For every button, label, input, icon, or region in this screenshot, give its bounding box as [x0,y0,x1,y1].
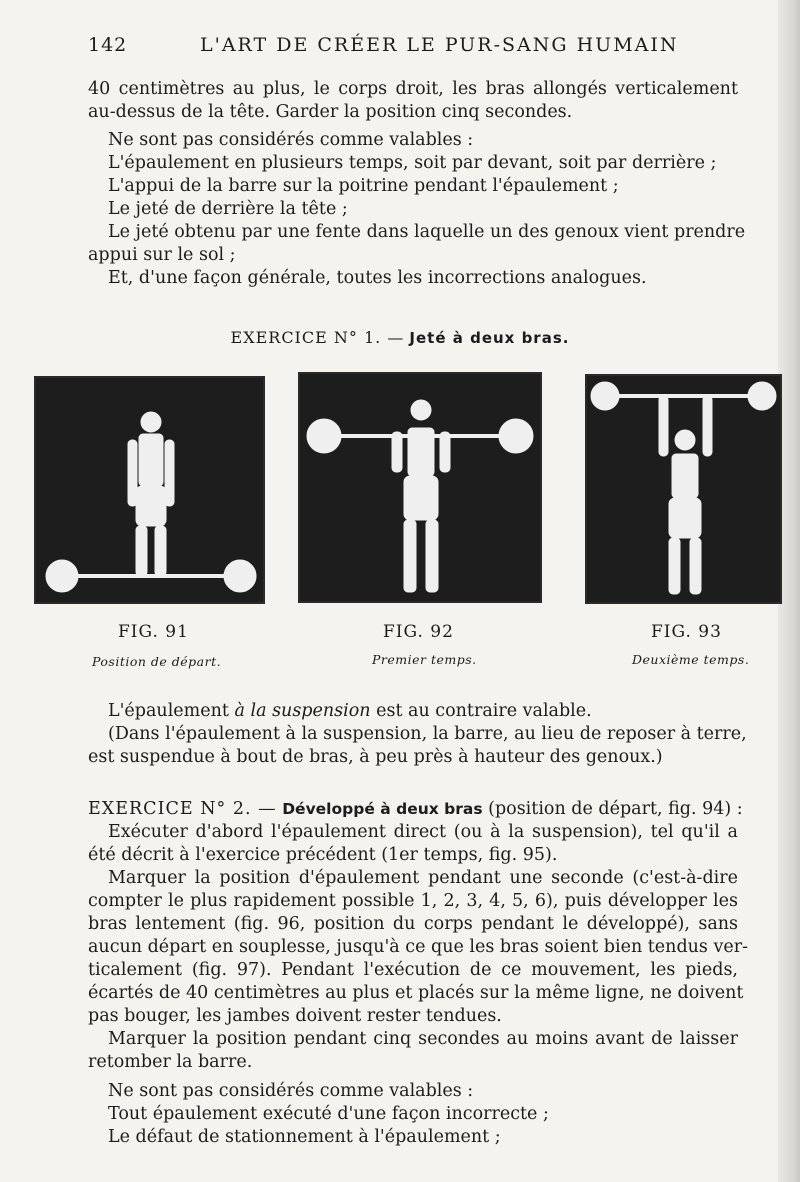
exercise-1-title [0,328,800,347]
running-title: L'ART DE CRÉER LE PUR-SANG HUMAIN [200,34,679,56]
text-line: 40 centimètres au plus, le corps droit, les bras allongés verticalement [88,79,738,99]
exercise-2-section [88,798,748,1074]
text-line: Marquer la position d'épaulement pendant une seconde (c'est-à-dire [108,868,738,888]
intro-paragraph [88,78,738,124]
page-number: 142 [88,34,128,56]
figure-93-label: FIG. 93 [651,622,722,642]
athlete-starting-position-illustration [36,378,263,602]
text-line: aucun départ en souplesse, jusqu'à ce que les bras soient bien tendus ver- [88,937,748,957]
figure-93-image [585,374,782,604]
text-line: est suspendue à bout de bras, à peu près à hauteur des genoux.) [88,747,663,767]
text-span: L'épaulement [108,701,229,721]
athlete-second-stage-illustration [587,376,780,602]
figure-92-caption: Premier temps. [372,652,477,667]
list-title: Ne sont pas considérés comme valables : [108,1081,474,1101]
text-line: retomber la barre. [88,1052,253,1072]
list-item: Le jeté de derrière la tête ; [108,199,348,219]
not-valid-list-1 [88,129,746,290]
figure-91-label: FIG. 91 [118,622,189,642]
list-item: L'épaulement en plusieurs temps, soit par devant, soit par derrière ; [108,153,717,173]
italic-phrase: à la suspension [234,701,371,721]
text-line [88,700,738,723]
text-line: écartés de 40 centimètres au plus et placés sur la même ligne, ne doivent [88,983,744,1003]
list-item: L'appui de la barre sur la poitrine pendant l'épaulement ; [108,176,619,196]
text-line: été décrit à l'exercice précédent (1er temps, fig. 95). [88,845,558,865]
not-valid-list-2 [88,1080,738,1149]
text-span: est au contraire valable. [376,701,592,721]
list-item: Tout épaulement exécuté d'une façon incorrecte ; [108,1104,549,1124]
text-line: (Dans l'épaulement à la suspension, la barre, au lieu de reposer à terre, [108,724,747,744]
exercise-2-label: EXERCICE N° 2. — [88,799,277,819]
text-line: au-dessus de la tête. Garder la position cinq secondes. [88,102,573,122]
exercise-2-heading [88,798,743,821]
figure-91-caption: Position de départ. [92,654,222,669]
figure-91-image [34,376,265,604]
figure-93-caption: Deuxième temps. [632,652,750,667]
list-title: Ne sont pas considérés comme valables : [108,130,474,150]
text-line: Marquer la position pendant cinq secondes au moins avant de laisser [108,1029,738,1049]
exercise-2-suffix: (position de départ, fig. 94) : [488,799,743,819]
athlete-first-stage-illustration [300,374,540,601]
text-line: Exécuter d'abord l'épaulement direct (ou à la suspension), tel qu'il a [108,822,738,842]
exercise-1-label: EXERCICE N° 1. — [230,328,405,347]
exercise-1-name: Jeté à deux bras. [409,329,570,347]
figure-92-image [298,372,542,603]
text-line: bras lentement (fig. 96, position du corps pendant le développé), sans [88,914,738,934]
list-item: Le jeté obtenu par une fente dans laquelle un des genoux vient prendre [108,222,746,242]
page-header [88,34,738,60]
list-item: Et, d'une façon générale, toutes les incorrections analogues. [108,268,647,288]
text-line: ticalement (fig. 97). Pendant l'exécution de ce mouvement, les pieds, [88,960,738,980]
figure-92-label: FIG. 92 [383,622,454,642]
list-item: Le défaut de stationnement à l'épaulement ; [108,1127,501,1147]
suspension-paragraph [88,700,747,769]
exercise-2-name: Développé à deux bras [282,800,483,818]
text-line: pas bouger, les jambes doivent rester tendues. [88,1006,502,1026]
text-line: compter le plus rapidement possible 1, 2, 3, 4, 5, 6), puis développer les [88,891,738,911]
list-item: appui sur le sol ; [88,245,236,265]
